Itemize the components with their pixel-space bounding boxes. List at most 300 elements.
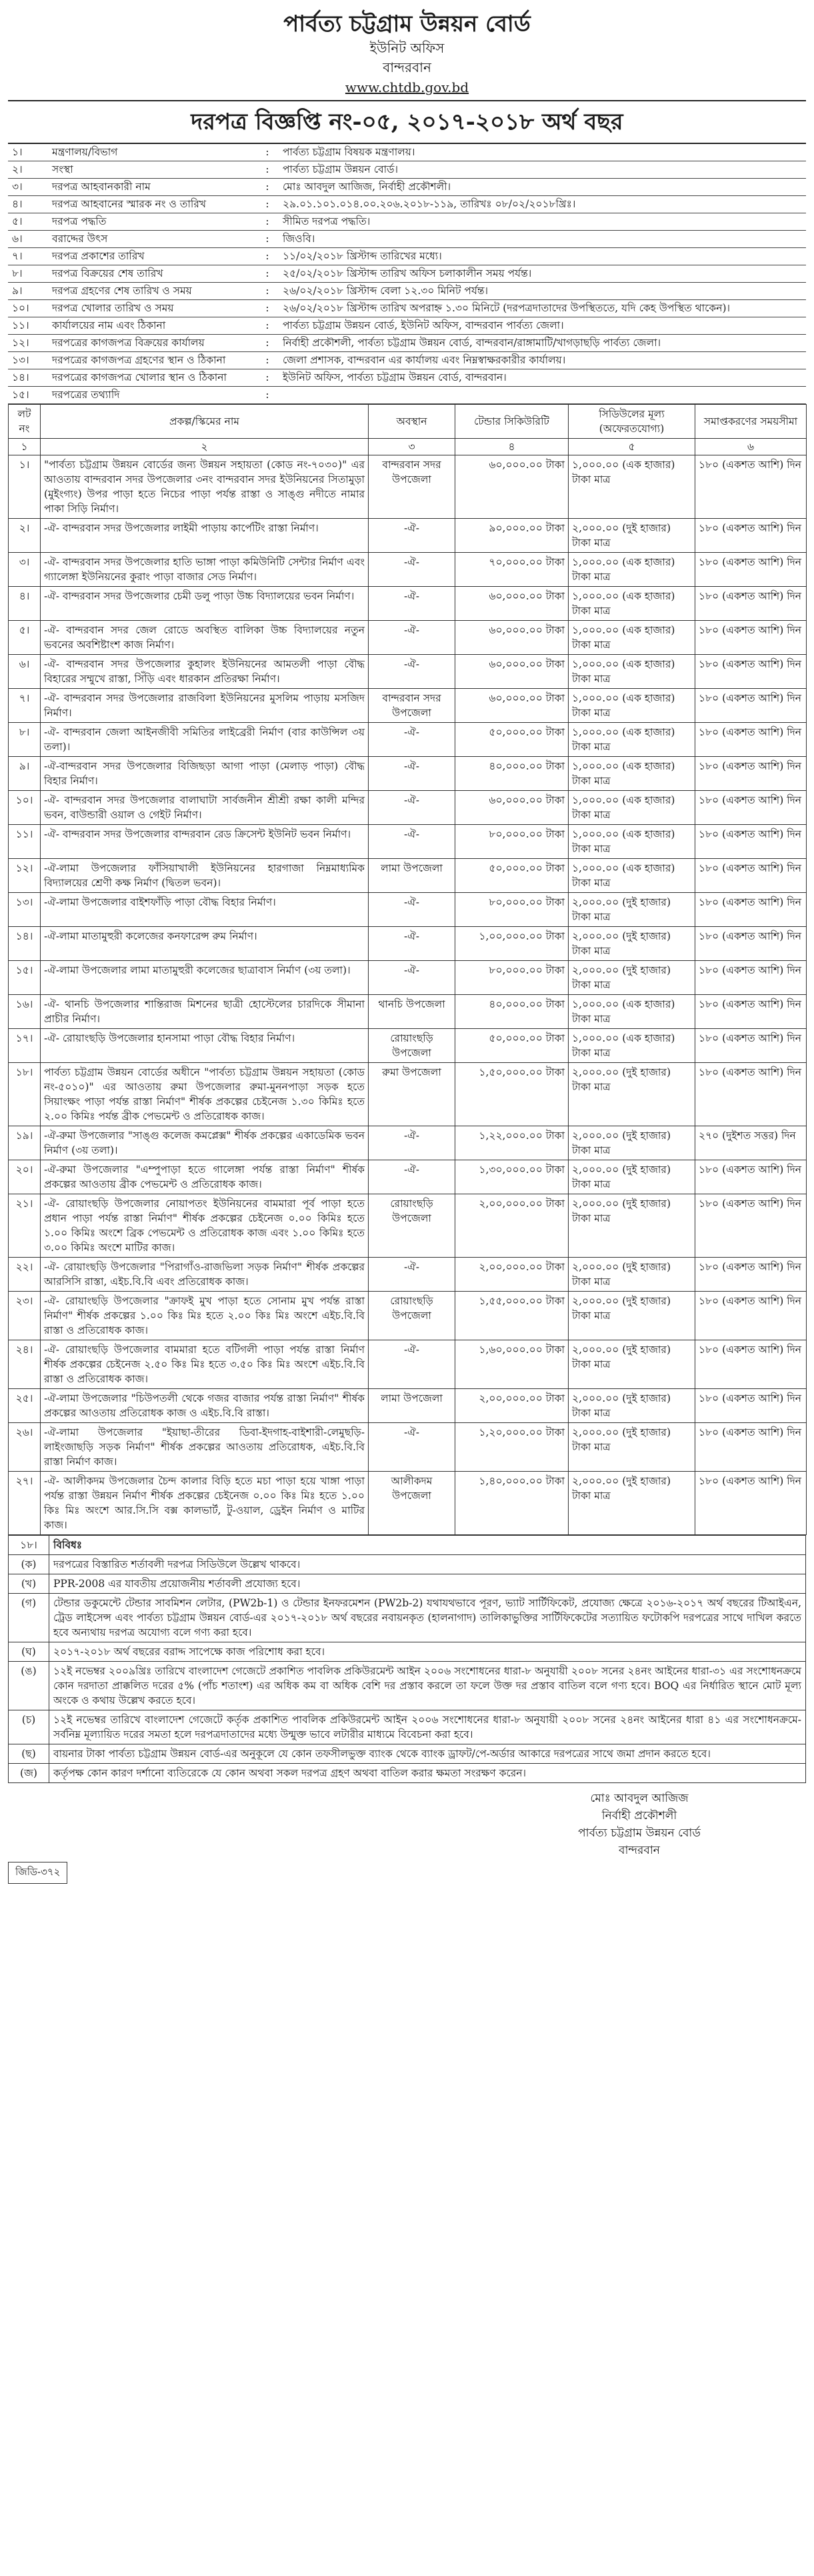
schedule-price: ১,০০০.০০ (এক হাজার) টাকা মাত্র	[569, 1029, 695, 1063]
table-row	[9, 723, 807, 757]
column-number: ৩	[369, 439, 455, 455]
tender-security: ১,৩০,০০০.০০ টাকা	[455, 1160, 569, 1194]
info-label: দরপত্রের কাগজপত্র গ্রহণের স্থান ও ঠিকানা	[48, 352, 256, 369]
lot-number: ৬।	[9, 655, 41, 689]
lot-number: ২৭।	[9, 1472, 41, 1535]
project-name: -ঐ-লামা উপজেলার ফাঁসিয়াখালী ইউনিয়নের হারগাজা নিম্নমাধ্যমিক বিদ্যালয়ের শ্রেণী কক্ষ নির্মাণ (দ্বিতল ভবন)।	[41, 859, 369, 893]
completion-time: ১৮০ (একশত আশি) দিন	[695, 1389, 807, 1423]
project-name: -ঐ-বান্দরবান সদর উপজেলার বিজিছড়া আগা পাড়া (মেলাড় পাড়া) বৌদ্ধ বিহার নির্মাণ।	[41, 757, 369, 791]
project-location: আলীকদম উপজেলা	[369, 1472, 455, 1535]
info-value: পার্বত্য চট্টগ্রাম উন্নয়ন বোর্ড, ইউনিট অফিস, বান্দরবান পার্বত্য জেলা।	[279, 317, 806, 335]
lot-number: ২২।	[9, 1258, 41, 1292]
info-label: দরপত্র প্রকাশের তারিখ	[48, 248, 256, 265]
info-colon: :	[256, 265, 279, 283]
info-value	[279, 387, 806, 404]
project-location: রোয়াংছড়ি উপজেলা	[369, 1029, 455, 1063]
table-row	[9, 1292, 807, 1340]
table-row	[9, 757, 807, 791]
project-location: -ঐ-	[369, 927, 455, 961]
schedule-price: ১,০০০.০০ (এক হাজার) টাকা মাত্র	[569, 995, 695, 1029]
terms-text: ২০১৭-২০১৮ অর্থ বছরের বরাদ্দ সাপেক্ষে কাজ পরিশোধ করা হবে।	[49, 1642, 806, 1662]
project-name: -ঐ-লামা উপজেলার লামা মাতামুহুরী কলেজের ছাত্রাবাস নির্মাণ (৩য় তলা)।	[41, 961, 369, 995]
lot-number: ২৫।	[9, 1389, 41, 1423]
tender-security: ৬০,০০০.০০ টাকা	[455, 791, 569, 825]
schedule-price: ১,০০০.০০ (এক হাজার) টাকা মাত্র	[569, 859, 695, 893]
completion-time: ১৮০ (একশত আশি) দিন	[695, 1194, 807, 1258]
completion-time: ১৮০ (একশত আশি) দিন	[695, 455, 807, 519]
completion-time: ১৮০ (একশত আশি) দিন	[695, 1472, 807, 1535]
table-row	[9, 1126, 807, 1160]
project-name: "পার্বত্য চট্টগ্রাম উন্নয়ন বোর্ডের জন্য উন্নয়ন সহায়তা (কোড নং-৭০৩০)" এর আওতায় বান্দরবান সদর উপজেলার ৩নং বান্দরবান সদর ইউনিয়নের সিতামুড়া (মুইংগ্যং) উপর পাড়া হতে নিচের পাড়া পর্যন্ত রাস্তা ও সাঙ্গু নদীতে নামার পাকা সিড়ি নির্মাণ।	[41, 455, 369, 519]
terms-heading-number: ১৮।	[9, 1536, 49, 1555]
project-location: রুমা উপজেলা	[369, 1063, 455, 1126]
info-label: কার্যালয়ের নাম এবং ঠিকানা	[48, 317, 256, 335]
terms-row	[9, 1744, 806, 1764]
terms-text: ১২ই নভেম্বর তারিখে বাংলাদেশ গেজেটে কর্তৃক প্রকাশিত পাবলিক প্রকিউরমেন্ট আইন ২০০৬ সংশোধনের ধারা-৮ অনুযায়ী ২০০৮ সনের ২৪নং আইনের ধারা ৪১ এর সংশোধনক্রমে- সর্বনিম্ন মূল্যায়িত দরের সমতা হলে দরপত্রদাতাদের মধ্যে উন্মুক্ত ভাবে লটারীর মাধ্যমে বিবেচনা করা হবে।	[49, 1710, 806, 1744]
schedule-price: ১,০০০.০০ (এক হাজার) টাকা মাত্র	[569, 689, 695, 723]
info-number: ৯।	[8, 283, 48, 300]
schedule-price: ২,০০০.০০ (দুই হাজার) টাকা মাত্র	[569, 927, 695, 961]
table-row	[9, 1472, 807, 1535]
lot-number: ১০।	[9, 791, 41, 825]
terms-table	[8, 1535, 806, 1783]
schedule-price: ২,০০০.০০ (দুই হাজার) টাকা মাত্র	[569, 893, 695, 927]
terms-text: কর্তৃপক্ষ কোন কারণ দর্শানো ব্যতিরেকে যে কোন অথবা সকল দরপত্র গ্রহণ অথবা বাতিল করার ক্ষমতা সংরক্ষণ করেন।	[49, 1764, 806, 1783]
completion-time: ১৮০ (একশত আশি) দিন	[695, 723, 807, 757]
project-name: -ঐ- বান্দরবান সদর উপজেলার হাতি ভাঙ্গা পাড়া কমিউনিটি সেন্টার নির্মাণ এবং গ্যালেঙ্গা ইউনিয়নের কুরাং পাড়া বাজার সেড নির্মাণ।	[41, 553, 369, 587]
table-row	[9, 995, 807, 1029]
lot-number: ৯।	[9, 757, 41, 791]
terms-row	[9, 1555, 806, 1574]
completion-time: ১৮০ (একশত আশি) দিন	[695, 553, 807, 587]
info-value: পার্বত্য চট্টগ্রাম উন্নয়ন বোর্ড।	[279, 161, 806, 179]
schedule-price: ২,০০০.০০ (দুই হাজার) টাকা মাত্র	[569, 1063, 695, 1126]
table-row	[9, 825, 807, 859]
info-value: পার্বত্য চট্টগ্রাম বিষয়ক মন্ত্রণালয়।	[279, 144, 806, 161]
project-name: -ঐ-লামা উপজেলার "ইয়াছা-তীরের ডিবা-ইদগাহ-বাইশারী-লেমুছড়ি-লাইংজাছড়ি সড়ক নির্মাণ" শীর্ষক প্রকল্পের আওতায় প্রতিরোধক, এইচ.বি.বি রাস্তা নির্মাণ কাজ।	[41, 1423, 369, 1472]
website-link[interactable]: www.chtdb.gov.bd	[345, 79, 469, 95]
tender-security: ৬০,০০০.০০ টাকা	[455, 587, 569, 621]
tender-security: ১,৪০,০০০.০০ টাকা	[455, 1472, 569, 1535]
tender-security: ২,০০,০০০.০০ টাকা	[455, 1258, 569, 1292]
table-row	[9, 893, 807, 927]
tender-security: ৪০,০০০.০০ টাকা	[455, 757, 569, 791]
info-colon: :	[256, 369, 279, 387]
completion-time: ১৮০ (একশত আশি) দিন	[695, 961, 807, 995]
completion-time: ১৮০ (একশত আশি) দিন	[695, 995, 807, 1029]
project-name: -ঐ- রোয়াংছড়ি উপজেলার বামমারা হতে বটিগলী পাড়া পর্যন্ত রাস্তা নির্মাণ শীর্ষক প্রকল্পের চেইনেজ ২.৫০ কিঃ মিঃ হতে ৩.৫০ কিঃ মিঃ অংশে এইচ.বি.বি রাস্তা ও প্রতিরোধক কাজ।	[41, 1340, 369, 1389]
schedule-price: ২,০০০.০০ (দুই হাজার) টাকা মাত্র	[569, 1472, 695, 1535]
info-colon: :	[256, 213, 279, 231]
completion-time: ১৮০ (একশত আশি) দিন	[695, 927, 807, 961]
completion-time: ১৮০ (একশত আশি) দিন	[695, 1160, 807, 1194]
terms-row	[9, 1710, 806, 1744]
schedule-price: ২,০০০.০০ (দুই হাজার) টাকা মাত্র	[569, 961, 695, 995]
lot-number: ২৪।	[9, 1340, 41, 1389]
table-row	[9, 1389, 807, 1423]
table-row	[9, 961, 807, 995]
info-number: ১৫।	[8, 387, 48, 404]
tender-security: ৪০,০০০.০০ টাকা	[455, 995, 569, 1029]
lot-number: ৩।	[9, 553, 41, 587]
info-row	[8, 352, 806, 369]
info-number: ৪।	[8, 196, 48, 213]
tender-security: ২,০০,০০০.০০ টাকা	[455, 1194, 569, 1258]
project-location: -ঐ-	[369, 757, 455, 791]
info-colon: :	[256, 144, 279, 161]
tender-security: ৭০,০০০.০০ টাকা	[455, 553, 569, 587]
lot-number: ১৪।	[9, 927, 41, 961]
schedule-price: ২,০০০.০০ (দুই হাজার) টাকা মাত্র	[569, 1126, 695, 1160]
schedule-price: ২,০০০.০০ (দুই হাজার) টাকা মাত্র	[569, 1194, 695, 1258]
schedule-price: ১,০০০.০০ (এক হাজার) টাকা মাত্র	[569, 757, 695, 791]
table-header-row	[9, 405, 807, 439]
schedule-price: ১,০০০.০০ (এক হাজার) টাকা মাত্র	[569, 791, 695, 825]
info-colon: :	[256, 179, 279, 196]
project-name: -ঐ- বান্দরবান সদর উপজেলার রাজবিলা ইউনিয়নের মুসলিম পাড়ায় মসজিদ নির্মাণ।	[41, 689, 369, 723]
schedule-price: ২,০০০.০০ (দুই হাজার) টাকা মাত্র	[569, 519, 695, 553]
lot-number: ২৩।	[9, 1292, 41, 1340]
signature-block	[499, 1790, 779, 1859]
table-row	[9, 1160, 807, 1194]
info-label: বরাদ্দের উৎস	[48, 231, 256, 248]
project-location: -ঐ-	[369, 553, 455, 587]
info-number: ১০।	[8, 300, 48, 317]
project-location: -ঐ-	[369, 655, 455, 689]
info-label: দরপত্র আহবানকারী নাম	[48, 179, 256, 196]
column-header: অবস্থান	[369, 405, 455, 439]
column-number: ৪	[455, 439, 569, 455]
table-row	[9, 1063, 807, 1126]
tender-security: ৮০,০০০.০০ টাকা	[455, 893, 569, 927]
schedule-price: ১,০০০.০০ (এক হাজার) টাকা মাত্র	[569, 655, 695, 689]
table-row	[9, 1029, 807, 1063]
lot-number: ১৮।	[9, 1063, 41, 1126]
schedule-price: ১,০০০.০০ (এক হাজার) টাকা মাত্র	[569, 553, 695, 587]
tender-security: ৫০,০০০.০০ টাকা	[455, 1029, 569, 1063]
schedule-price: ১,০০০.০০ (এক হাজার) টাকা মাত্র	[569, 587, 695, 621]
terms-heading-row	[9, 1536, 806, 1555]
info-colon: :	[256, 231, 279, 248]
info-colon: :	[256, 300, 279, 317]
project-location: -ঐ-	[369, 1258, 455, 1292]
terms-key: (গ)	[9, 1594, 49, 1642]
info-label: দরপত্রের কাগজপত্র বিক্রয়ের কার্যালয়	[48, 335, 256, 352]
completion-time: ১৮০ (একশত আশি) দিন	[695, 1029, 807, 1063]
project-name: -ঐ-রুমা উপজেলার "এম্পুপাড়া হতে গালেঙ্গা পর্যন্ত রাস্তা নির্মাণ" শীর্ষক প্রকল্পের আওতায় ব্রীক পেভমেন্ট ও প্রতিরোধক কাজ।	[41, 1160, 369, 1194]
lot-number: ১১।	[9, 825, 41, 859]
project-name: -ঐ- বান্দরবান সদর জেল রোডে অবস্থিত বালিকা উচ্চ বিদ্যালয়ের নতুন ভবনের অবশিষ্টাংশ কাজ নির্মাণ।	[41, 621, 369, 655]
terms-key: (ক)	[9, 1555, 49, 1574]
column-number: ১	[9, 439, 41, 455]
schedule-price: ২,০০০.০০ (দুই হাজার) টাকা মাত্র	[569, 1340, 695, 1389]
tender-table	[8, 404, 807, 1535]
terms-key: (জ)	[9, 1764, 49, 1783]
terms-row	[9, 1642, 806, 1662]
column-number: ৬	[695, 439, 807, 455]
project-location: লামা উপজেলা	[369, 859, 455, 893]
lot-number: ৮।	[9, 723, 41, 757]
signatory-place: বান্দরবান	[619, 1844, 660, 1857]
lot-number: ১৭।	[9, 1029, 41, 1063]
table-row	[9, 587, 807, 621]
info-value: ২৬/০২/২০১৮ খ্রিস্টাব্দ বেলা ১২.৩০ মিনিট পর্যন্ত।	[279, 283, 806, 300]
info-label: দরপত্র আহবানের স্মারক নং ও তারিখ	[48, 196, 256, 213]
project-location: থানচি উপজেলা	[369, 995, 455, 1029]
tender-security: ১,৬০,০০০.০০ টাকা	[455, 1340, 569, 1389]
completion-time: ২৭০ (দুইশত সত্তর) দিন	[695, 1126, 807, 1160]
tender-security: ১,৫০,০০০.০০ টাকা	[455, 1063, 569, 1126]
table-row	[9, 621, 807, 655]
info-value: সীমিত দরপত্র পদ্ধতি।	[279, 213, 806, 231]
completion-time: ১৮০ (একশত আশি) দিন	[695, 825, 807, 859]
info-value: ২৬/০২/২০১৮ খ্রিস্টাব্দ তারিখ অপরাহ্ন ১.৩০ মিনিটে (দরপত্রদাতাদের উপস্থিততে, যদি কেহ উপস্থিত থাকেন)।	[279, 300, 806, 317]
tender-security: ৯০,০০০.০০ টাকা	[455, 519, 569, 553]
tender-security: ২,০০,০০০.০০ টাকা	[455, 1389, 569, 1423]
terms-text: বায়নার টাকা পার্বত্য চট্টগ্রাম উন্নয়ন বোর্ড-এর অনুকূলে যে কোন তফসীলভুক্ত ব্যাংক থেকে ব্যাংক ড্রাফট/পে-অর্ডার আকারে দরপত্রের সাথে জমা প্রদান করতে হবে।	[49, 1744, 806, 1764]
lot-number: ১৬।	[9, 995, 41, 1029]
project-location: -ঐ-	[369, 1126, 455, 1160]
column-header: সিডিউলের মূল্য (অফেরতযোগ্য)	[569, 405, 695, 439]
terms-row	[9, 1574, 806, 1594]
completion-time: ১৮০ (একশত আশি) দিন	[695, 1063, 807, 1126]
project-name: -ঐ- বান্দরবান সদর উপজেলার কুহালং ইউনিয়নের আমতলী পাড়া বৌদ্ধ বিহারের সম্মুখে রাস্তা, সিঁড়ি এবং ধারকান প্রতিরক্ষা নির্মাণ।	[41, 655, 369, 689]
info-colon: :	[256, 352, 279, 369]
completion-time: ১৮০ (একশত আশি) দিন	[695, 689, 807, 723]
info-row	[8, 231, 806, 248]
column-header: সমাপ্তকরণের সময়সীমা	[695, 405, 807, 439]
schedule-price: ২,০০০.০০ (দুই হাজার) টাকা মাত্র	[569, 1292, 695, 1340]
lot-number: ২৬।	[9, 1423, 41, 1472]
project-location: লামা উপজেলা	[369, 1389, 455, 1423]
tender-security: ৬০,০০০.০০ টাকা	[455, 655, 569, 689]
table-row	[9, 1258, 807, 1292]
project-location: -ঐ-	[369, 1160, 455, 1194]
project-name: -ঐ-লামা উপজেলার "চিউপতলী থেকে গজর বাজার পর্যন্ত রাস্তা নির্মাণ" শীর্ষক প্রকল্পের আওতায় প্রতিরোধক কাজ ও এইচ.বি.বি রাস্তা।	[41, 1389, 369, 1423]
project-name: -ঐ- আলীকদম উপজেলার চৈন্দ কালার বিড়ি হতে মচা পাড়া হয়ে খাঙ্গা পাড়া পর্যন্ত রাস্তা উন্নয়ন নির্মাণ শীর্ষক প্রকল্পের চেইনেজ ০.০০ কিঃ মিঃ হতে ১.০০ কিঃ মিঃ অংশে আর.সি.সি বক্স কালভার্ট, টু-ওয়াল, ড্রেইন নির্মাণ ও মাটির কাজ।	[41, 1472, 369, 1535]
project-name: -ঐ- বান্দরবান সদর উপজেলার চেমী ডলু পাড়া উচ্চ বিদ্যালয়ের ভবন নির্মাণ।	[41, 587, 369, 621]
info-colon: :	[256, 335, 279, 352]
terms-row	[9, 1764, 806, 1783]
signatory-designation: নির্বাহী প্রকৌশলী	[601, 1809, 677, 1822]
info-label: মন্ত্রণালয়/বিভাগ	[48, 144, 256, 161]
info-row	[8, 283, 806, 300]
info-number: ১১।	[8, 317, 48, 335]
table-row	[9, 1423, 807, 1472]
tender-security: ১,০০,০০০.০০ টাকা	[455, 927, 569, 961]
completion-time: ১৮০ (একশত আশি) দিন	[695, 621, 807, 655]
info-row	[8, 335, 806, 352]
info-value: ইউনিট অফিস, পার্বত্য চট্টগ্রাম উন্নয়ন বোর্ড, বান্দরবান।	[279, 369, 806, 387]
project-location: বান্দরবান সদর উপজেলা	[369, 689, 455, 723]
tender-security: ৮০,০০০.০০ টাকা	[455, 961, 569, 995]
signatory-name: মোঃ আবদুল আজিজ	[590, 1792, 689, 1805]
tender-security: ৬০,০০০.০০ টাকা	[455, 455, 569, 519]
completion-time: ১৮০ (একশত আশি) দিন	[695, 1423, 807, 1472]
info-row	[8, 300, 806, 317]
info-number: ৬।	[8, 231, 48, 248]
schedule-price: ২,০০০.০০ (দুই হাজার) টাকা মাত্র	[569, 1160, 695, 1194]
column-number: ২	[41, 439, 369, 455]
lot-number: ১৫।	[9, 961, 41, 995]
completion-time: ১৮০ (একশত আশি) দিন	[695, 655, 807, 689]
table-row	[9, 553, 807, 587]
table-row	[9, 859, 807, 893]
column-header: প্রকল্প/স্কিমের নাম	[41, 405, 369, 439]
project-name: -ঐ- বান্দরবান সদর উপজেলার লাইমী পাড়ায় কার্পেটিং রাস্তা নির্মাণ।	[41, 519, 369, 553]
info-value: মোঃ আবদুল আজিজ, নির্বাহী প্রকৌশলী।	[279, 179, 806, 196]
project-name: -ঐ- রোয়াংছড়ি উপজেলার হানসামা পাড়া বৌদ্ধ বিহার নির্মাণ।	[41, 1029, 369, 1063]
unit-office: ইউনিট অফিস	[369, 40, 445, 56]
lot-number: ১৩।	[9, 893, 41, 927]
lot-number: ১৯।	[9, 1126, 41, 1160]
info-number: ৫।	[8, 213, 48, 231]
project-name: -ঐ- বান্দরবান জেলা আইনজীবী সমিতির লাইব্রেরী নির্মাণ (বার কাউন্সিল ৩য় তলা)।	[41, 723, 369, 757]
project-location: -ঐ-	[369, 1423, 455, 1472]
tender-security: ১,৫৫,০০০.০০ টাকা	[455, 1292, 569, 1340]
table-row	[9, 655, 807, 689]
terms-text: দরপত্রের বিস্তারিত শর্তাবলী দরপত্র সিডিউলে উল্লেখ থাকবে।	[49, 1555, 806, 1574]
schedule-price: ২,০০০.০০ (দুই হাজার) টাকা মাত্র	[569, 1423, 695, 1472]
terms-text: PPR-2008 এর যাবতীয় প্রয়োজনীয় শর্তাবলী প্রযোজ্য হবে।	[49, 1574, 806, 1594]
project-name: -ঐ-রুমা উপজেলার "সাঙ্গু কলেজ কমপ্লেক্স" শীর্ষক প্রকল্পের একাডেমিক ভবন নির্মাণ (৩য় তলা)।	[41, 1126, 369, 1160]
completion-time: ১৮০ (একশত আশি) দিন	[695, 1292, 807, 1340]
info-row	[8, 387, 806, 404]
project-name: -ঐ- রোয়াংছড়ি উপজেলার "পিরাগাঁও-রাজভিলা সড়ক নির্মাণ" শীর্ষক প্রকল্পের আরসিসি রাস্তা, এইচ.বি.বি এবং প্রতিরোধক কাজ।	[41, 1258, 369, 1292]
info-row	[8, 196, 806, 213]
info-number: ২।	[8, 161, 48, 179]
info-label: দরপত্রের তথ্যাদি	[48, 387, 256, 404]
info-value: ২৫/০২/২০১৮ খ্রিস্টাব্দ তারিখ অফিস চলাকালীন সময় পর্যন্ত।	[279, 265, 806, 283]
info-value: নির্বাহী প্রকৌশলী, পার্বত্য চট্টগ্রাম উন্নয়ন বোর্ড, বান্দরবান/রাঙ্গামাটি/খাগড়াছড়ি পার্বত্য জেলা।	[279, 335, 806, 352]
lot-number: ১।	[9, 455, 41, 519]
info-label: দরপত্র খোলার তারিখ ও সময়	[48, 300, 256, 317]
info-value: ২৯.০১.১০১.০১৪.০০.২০৬.২০১৮-১১৯, তারিখঃ ০৮/০২/২০১৮খ্রিঃ।	[279, 196, 806, 213]
terms-key: (ছ)	[9, 1744, 49, 1764]
project-name: -ঐ- বান্দরবান সদর উপজেলার বান্দরবান রেড ক্রিসেন্ট ইউনিট ভবন নির্মাণ।	[41, 825, 369, 859]
lot-number: ২১।	[9, 1194, 41, 1258]
info-number: ১।	[8, 144, 48, 161]
completion-time: ১৮০ (একশত আশি) দিন	[695, 587, 807, 621]
project-name: -ঐ- রোয়াংছড়ি উপজেলার নোয়াপতং ইউনিয়নের বামমারা পূর্ব পাড়া হতে প্রধান পাড়া পর্যন্ত রাস্তা নির্মাণ" শীর্ষক প্রকল্পের চেইনেজ ০.০০ কিমিঃ হতে ১.০০ কিমিঃ অংশে ব্রিক পেভমেন্ট ও প্রতিরোধক কাজ এবং ১.০০ কিমিঃ হতে ৩.০০ কিমিঃ অংশে মাটির কাজ।	[41, 1194, 369, 1258]
info-table	[8, 144, 806, 404]
project-location: -ঐ-	[369, 723, 455, 757]
info-row	[8, 144, 806, 161]
notice-header	[8, 0, 806, 97]
project-location: রোয়াংছড়ি উপজেলা	[369, 1292, 455, 1340]
project-location: -ঐ-	[369, 893, 455, 927]
info-number: ৭।	[8, 248, 48, 265]
schedule-price: ২,০০০.০০ (দুই হাজার) টাকা মাত্র	[569, 1389, 695, 1423]
gd-code: জিডি-৩৭২	[8, 1862, 67, 1884]
info-number: ১৩।	[8, 352, 48, 369]
organization-name: পার্বত্য চট্টগ্রাম উন্নয়ন বোর্ড	[283, 11, 531, 37]
project-location: -ঐ-	[369, 961, 455, 995]
completion-time: ১৮০ (একশত আশি) দিন	[695, 1340, 807, 1389]
table-row	[9, 927, 807, 961]
column-number: ৫	[569, 439, 695, 455]
info-row	[8, 248, 806, 265]
info-label: সংস্থা	[48, 161, 256, 179]
table-row	[9, 1340, 807, 1389]
info-colon: :	[256, 283, 279, 300]
completion-time: ১৮০ (একশত আশি) দিন	[695, 757, 807, 791]
project-name: -ঐ- থানচি উপজেলার শান্তিরাজ মিশনের ছাত্রী হোস্টেলের চারদিকে সীমানা প্রাচীর নির্মাণ।	[41, 995, 369, 1029]
project-location: রোয়াংছড়ি উপজেলা	[369, 1194, 455, 1258]
terms-key: (চ)	[9, 1710, 49, 1744]
tender-security: ১,২২,০০০.০০ টাকা	[455, 1126, 569, 1160]
info-number: ৩।	[8, 179, 48, 196]
lot-number: ৭।	[9, 689, 41, 723]
project-name: -ঐ- বান্দরবান সদর উপজেলার বালাঘাটা সার্বজনীন শ্রীশ্রী রক্ষা কালী মন্দির ভবন, বাউন্ডারী ওয়াল ও গেইট নির্মাণ।	[41, 791, 369, 825]
district-name: বান্দরবান	[383, 59, 431, 75]
info-label: দরপত্র পদ্ধতি	[48, 213, 256, 231]
project-location: -ঐ-	[369, 791, 455, 825]
tender-security: ৫০,০০০.০০ টাকা	[455, 859, 569, 893]
schedule-price: ১,০০০.০০ (এক হাজার) টাকা মাত্র	[569, 825, 695, 859]
project-location: -ঐ-	[369, 519, 455, 553]
table-row	[9, 689, 807, 723]
info-value: জিওবি।	[279, 231, 806, 248]
table-row	[9, 1194, 807, 1258]
info-row	[8, 317, 806, 335]
info-label: দরপত্রের কাগজপত্র খোলার স্থান ও ঠিকানা	[48, 369, 256, 387]
terms-key: (ঘ)	[9, 1642, 49, 1662]
schedule-price: ১,০০০.০০ (এক হাজার) টাকা মাত্র	[569, 621, 695, 655]
tender-security: ৫০,০০০.০০ টাকা	[455, 723, 569, 757]
info-colon: :	[256, 317, 279, 335]
schedule-price: ২,০০০.০০ (দুই হাজার) টাকা মাত্র	[569, 1258, 695, 1292]
info-row	[8, 369, 806, 387]
column-number-row	[9, 439, 807, 455]
project-location: -ঐ-	[369, 621, 455, 655]
info-label: দরপত্র গ্রহণের শেষ তারিখ ও সময়	[48, 283, 256, 300]
project-name: -ঐ-লামা উপজেলার বাইশফাঁড়ি পাড়া বৌদ্ধ বিহার নির্মাণ।	[41, 893, 369, 927]
project-location: -ঐ-	[369, 1340, 455, 1389]
tender-security: ৮০,০০০.০০ টাকা	[455, 825, 569, 859]
info-colon: :	[256, 161, 279, 179]
table-row	[9, 519, 807, 553]
tender-security: ৬০,০০০.০০ টাকা	[455, 621, 569, 655]
info-number: ৮।	[8, 265, 48, 283]
lot-number: ৫।	[9, 621, 41, 655]
schedule-price: ১,০০০.০০ (এক হাজার) টাকা মাত্র	[569, 455, 695, 519]
signatory-organization: পার্বত্য চট্টগ্রাম উন্নয়ন বোর্ড	[578, 1826, 701, 1840]
info-row	[8, 265, 806, 283]
info-row	[8, 213, 806, 231]
project-location: বান্দরবান সদর উপজেলা	[369, 455, 455, 519]
tender-security: ৬০,০০০.০০ টাকা	[455, 689, 569, 723]
info-colon: :	[256, 196, 279, 213]
project-name: -ঐ-লামা মাতামুহুরী কলেজের কনফারেন্স রুম নির্মাণ।	[41, 927, 369, 961]
completion-time: ১৮০ (একশত আশি) দিন	[695, 893, 807, 927]
info-number: ১৪।	[8, 369, 48, 387]
terms-key: (খ)	[9, 1574, 49, 1594]
completion-time: ১৮০ (একশত আশি) দিন	[695, 859, 807, 893]
project-location: -ঐ-	[369, 587, 455, 621]
lot-number: ২০।	[9, 1160, 41, 1194]
info-row	[8, 179, 806, 196]
notice-title: দরপত্র বিজ্ঞপ্তি নং-০৫, ২০১৭-২০১৮ অর্থ বছর	[8, 101, 806, 144]
info-number: ১২।	[8, 335, 48, 352]
terms-key: (ঙ)	[9, 1662, 49, 1710]
completion-time: ১৮০ (একশত আশি) দিন	[695, 1258, 807, 1292]
lot-number: ১২।	[9, 859, 41, 893]
project-name: পার্বত্য চট্টগ্রাম উন্নয়ন বোর্ডের অধীনে "পার্বত্য চট্টগ্রাম উন্নয়ন সহায়তা (কোড নং-৫০১০)" এর আওতায় রুমা উপজেলার রুমা-মুননপাড়া সড়ক হতে সিয়াংক্ষং পাড়া পর্যন্ত রাস্তা নির্মাণ" শীর্ষক প্রকল্পের চেইনেজ ১.৩০ কিমিঃ হতে ২.০০ কিমিঃ পর্যন্ত ব্রীক পেভমেন্ট ও প্রতিরোধক কাজ।	[41, 1063, 369, 1126]
terms-text: টেন্ডার ডকুমেন্টে টেন্ডার সাবমিশন লেটার, (PW2b-1) ও টেন্ডার ইনফরমেশন (PW2b-2) যথাযথভাবে পূরণ, ভ্যাট সার্টিফিকেট, প্রযোজ্য ক্ষেত্রে ২০১৬-২০১৭ অর্থ বছরের টিআইএন, ট্রেড লাইসেন্স এবং পার্বত্য চট্টগ্রাম উন্নয়ন বোর্ড-এর ২০১৭-২০১৮ অর্থ বছরের নবায়নকৃত (হালনাগাদ) তালিকাভুক্তির সার্টিফিকেটের সত্যায়িত ফটোকপি দরপত্রের সাথে দাখিল করতে হবে অন্যথায় দরপত্র অযোগ্য বলে গণ্য করা হবে।	[49, 1594, 806, 1642]
column-header: টেন্ডার সিকিউরিটি	[455, 405, 569, 439]
terms-row	[9, 1594, 806, 1642]
